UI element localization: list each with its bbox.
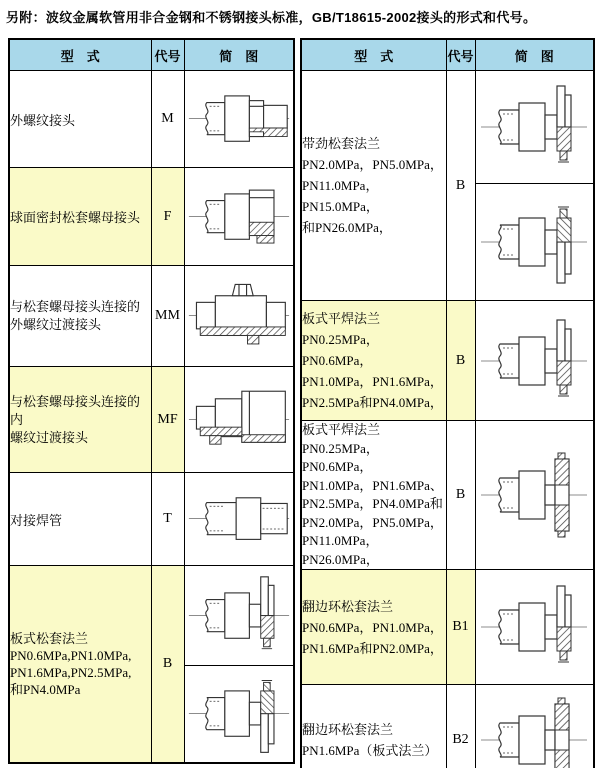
header-row: [301, 39, 594, 71]
header-code: 代号: [151, 39, 184, 71]
diagram-butt-weld-pipe: [184, 473, 294, 566]
table-row: [9, 71, 294, 168]
diagram-plate-weld-flange-symmetric: [475, 421, 594, 570]
code-cell: B: [446, 421, 475, 570]
type-line: 翻边环松套法兰: [302, 598, 394, 614]
type-line: 外螺纹过渡接头: [10, 317, 102, 332]
code-cell: B2: [446, 685, 475, 768]
diagram-flanged-ring-loose-flange: [475, 570, 594, 685]
table-row: [9, 168, 294, 266]
table-row: [301, 421, 594, 570]
type-cell: [301, 570, 446, 685]
type-line: 对接焊管: [10, 512, 63, 528]
type-cell: [301, 71, 446, 301]
type-line: 和PN4.0MPa: [10, 681, 81, 697]
diagram-spherical-seal-loose-nut-fitting: [184, 168, 294, 266]
type-line: PN2.0MPa，PN5.0MPa，: [302, 514, 443, 530]
header-type: 型 式: [9, 39, 151, 71]
code-cell: MF: [151, 367, 184, 473]
header-diagram: 简 图: [184, 39, 294, 71]
table-row: [9, 367, 294, 473]
type-line: PN0.6MPa，PN1.0MPa，: [302, 619, 443, 635]
left-table: [8, 38, 295, 764]
type-cell: [9, 71, 151, 168]
type-line: 板式松套法兰: [10, 630, 89, 646]
type-line: PN0.25MPa，PN0.6MPa，: [302, 440, 379, 474]
type-line: PN1.0MPa，PN1.6MPa，: [302, 374, 443, 389]
type-cell: [9, 367, 151, 473]
diagram-plate-weld-flange: [475, 301, 594, 421]
type-line: PN2.5MPa，PN4.0MPa和: [302, 496, 443, 511]
table-row: [301, 71, 594, 184]
table-row: [9, 266, 294, 367]
table-row: [9, 473, 294, 566]
code-cell: B1: [446, 570, 475, 685]
type-line: PN1.6MPa（板式法兰）: [302, 743, 438, 759]
type-cell: [9, 566, 151, 763]
table-row: [301, 301, 594, 421]
type-line: PN2.5MPa和PN4.0MPa，: [302, 395, 443, 410]
type-line: 与松套螺母接头连接的内: [10, 393, 141, 427]
type-line: 翻边环松套法兰: [302, 722, 394, 738]
page-title: 另附：波纹金属软管用非合金钢和不锈钢接头标准，GB/T18615-2002接头的形式和代号。: [6, 10, 537, 25]
type-cell: [301, 685, 446, 768]
header-code: 代号: [446, 39, 475, 71]
type-line: 球面密封松套螺母接头: [10, 210, 141, 225]
tables-wrap: [8, 38, 595, 768]
header-row: [9, 39, 294, 71]
code-cell: B: [151, 566, 184, 763]
code-cell: B: [446, 71, 475, 301]
diagram-plate-loose-flange-bolt-up: [184, 666, 294, 763]
right-table: [300, 38, 595, 768]
code-cell: B: [446, 301, 475, 421]
type-line: PN1.0MPa，PN1.6MPa、: [302, 477, 443, 493]
header-diagram: 简 图: [475, 39, 594, 71]
type-line: PN1.6MPa和PN2.0MPa，: [302, 640, 443, 656]
diagram-flanged-ring-plate-flange: [475, 685, 594, 768]
code-cell: M: [151, 71, 184, 168]
type-line: PN1.6MPa,PN2.5MPa,: [10, 664, 132, 680]
diagram-internal-thread-transition-fitting: [184, 367, 294, 473]
table-row: [301, 685, 594, 768]
type-line: 带劲松套法兰: [302, 136, 381, 151]
type-line: 螺纹过渡接头: [10, 429, 89, 445]
diagram-neck-loose-flange-bolt-down: [475, 71, 594, 184]
diagram-male-thread-fitting: [184, 71, 294, 168]
code-cell: F: [151, 168, 184, 266]
table-row: [301, 570, 594, 685]
table-row: [9, 566, 294, 666]
type-line: PN11.0MPa，PN26.0MPa，: [302, 533, 379, 567]
type-line: 板式平焊法兰: [302, 311, 381, 326]
type-line: PN2.0MPa，PN5.0MPa，: [302, 157, 443, 172]
diagram-neck-loose-flange-bolt-up: [475, 184, 594, 301]
type-line: 外螺纹接头: [10, 112, 76, 128]
type-cell: [9, 168, 151, 266]
type-line: 和PN26.0MPa，: [302, 220, 392, 235]
code-cell: T: [151, 473, 184, 566]
type-line: PN0.25MPa，PN0.6MPa，: [302, 332, 379, 368]
type-cell: [9, 266, 151, 367]
type-cell: [301, 301, 446, 421]
header-type: 型 式: [301, 39, 446, 71]
type-cell: [9, 473, 151, 566]
diagram-external-thread-transition-fitting: [184, 266, 294, 367]
type-cell: [301, 421, 446, 570]
type-line: 与松套螺母接头连接的: [10, 299, 141, 314]
code-cell: MM: [151, 266, 184, 367]
type-line: 板式平焊法兰: [302, 422, 381, 437]
type-line: PN11.0MPa，PN15.0MPa，: [302, 178, 379, 214]
diagram-plate-loose-flange-bolt-down: [184, 566, 294, 666]
type-line: PN0.6MPa,PN1.0MPa,: [10, 647, 132, 663]
